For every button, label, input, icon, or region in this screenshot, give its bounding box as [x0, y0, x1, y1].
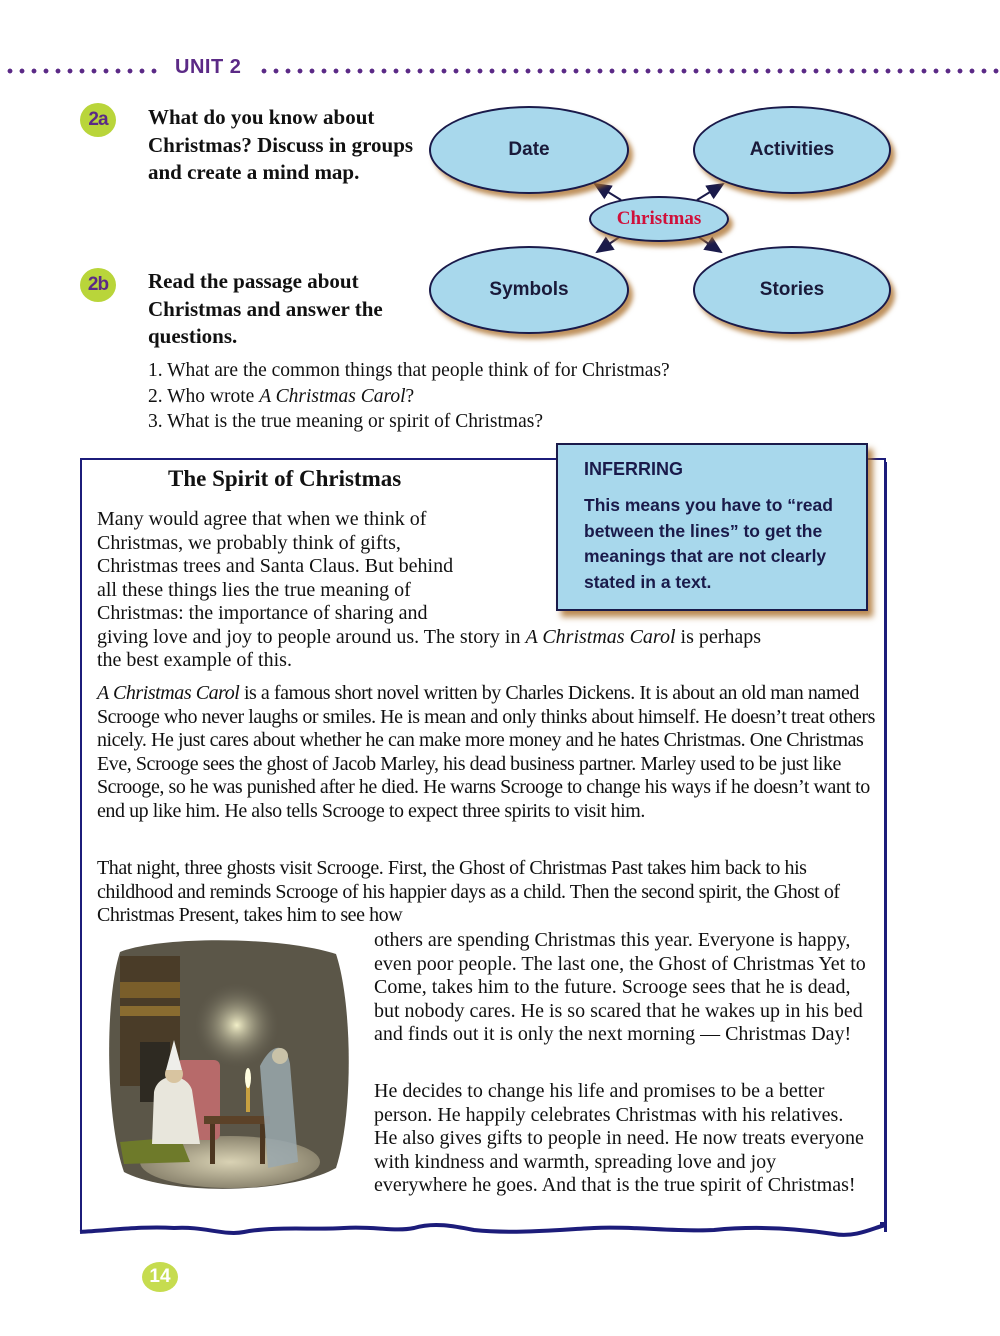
question-item [148, 358, 670, 384]
dotted-rule-left [4, 68, 160, 74]
scrooge-illustration [100, 932, 356, 1200]
question-text: Who wrote [167, 385, 260, 407]
paragraph-4: He decides to change his life and promises to be a better person. He happily celebrates Christmas with his relatives. He also gives gifts to people in need. He now treats everyone with kindness and warmth, spreading love and joy everywhere he goes. And that is the true spirit of Christmas! [374, 1080, 864, 1196]
paragraph-line: Christmas: the importance of sharing and [97, 602, 428, 624]
inferring-tip-box [556, 443, 868, 611]
scrooge-and-ghost-image [100, 932, 356, 1200]
question-number: 1. [148, 360, 163, 381]
inferring-title: INFERRING [584, 459, 683, 479]
paragraph-text: giving love and joy to people around us. The story in [97, 625, 526, 648]
book-title: A Christmas Carol [259, 385, 406, 407]
task-badge-2a: 2a [80, 103, 116, 137]
paragraph-3-continued: others are spending Christmas this year. Everyone is happy, even poor people. The last one, the Ghost of Christmas Yet to Come, takes him to the future. Scrooge sees that he is dead, but nobody cares. He is so scared that he wakes up in his bed and finds out it is only the next morning — Christmas Day! [374, 929, 866, 1045]
mind-map-center-christmas: Christmas [589, 196, 729, 242]
paragraph-text: is perhaps [675, 625, 762, 648]
page-number: 14 [142, 1262, 178, 1292]
paragraph-line: the best example of this. [97, 649, 292, 671]
paragraph-3: That night, three ghosts visit Scrooge. First, the Ghost of Christmas Past takes him back to his childhood and reminds Scrooge of his happier days as a child. Then the second spirit, the Ghost of Christmas Present, takes him to see how [97, 857, 840, 926]
inferring-body: This means you have to “read between the lines” to get the meanings that are not clearly stated in a text. [584, 495, 833, 592]
mind-map-node-stories: Stories [693, 246, 891, 334]
paragraph-line: all these things lies the true meaning of [97, 578, 411, 601]
arrow-to-stories [697, 236, 721, 252]
paragraph-2 [97, 682, 877, 823]
paragraph-text: is a famous short novel written by Charles Dickens. It is about an old man named Scrooge who never laughs or smiles. He is mean and only thinks about himself. He doesn’t treat others nicely. He just cares about whether he can make more money and he hates Christmas. One Christmas Eve, Scrooge sees the ghost of Jacob Marley, his dead business partner. Marley used to be just like Scrooge, so he was punished after he died. He warns Scrooge to change his ways if he doesn’t want to end up like him. He also tells Scrooge to expect three spirits to visit him. [97, 682, 875, 822]
task-2a-instruction: What do you know about Christmas? Discuss in groups and create a mind map. [148, 105, 414, 184]
paragraph-line: Christmas, we probably think of gifts, [97, 531, 401, 554]
question-text: ? [405, 385, 415, 407]
task-badge-2b: 2b [80, 268, 116, 302]
question-list [148, 358, 670, 435]
arrow-to-date [595, 184, 621, 200]
question-number: 3. [148, 411, 163, 432]
question-text: What is the true meaning or spirit of Christmas? [167, 411, 543, 432]
unit-header [0, 56, 1000, 84]
question-number: 2. [148, 385, 163, 407]
passage-title: The Spirit of Christmas [168, 466, 402, 491]
mind-map-node-activities: Activities [693, 106, 891, 194]
dotted-rule-right [258, 68, 1000, 74]
paragraph-line: Many would agree that when we think of [97, 508, 427, 530]
book-title: A Christmas Carol [525, 625, 676, 648]
task-2b-instruction: Read the passage about Christmas and answer the questions. [148, 269, 383, 348]
question-item [148, 384, 670, 410]
unit-title: UNIT 2 [175, 56, 242, 78]
paragraph-line: Christmas trees and Santa Claus. But behind [97, 555, 454, 577]
torn-paper-edge [74, 1222, 894, 1246]
book-title: A Christmas Carol [97, 682, 240, 704]
question-text: What are the common things that people think of for Christmas? [167, 360, 670, 381]
arrow-to-activities [697, 184, 723, 200]
mind-map [425, 100, 905, 340]
mind-map-node-date: Date [429, 106, 629, 194]
question-item [148, 409, 670, 435]
paragraph-line [97, 626, 761, 650]
arrow-to-symbols [597, 236, 621, 252]
passage-frame-shadow [884, 462, 887, 1232]
mind-map-node-symbols: Symbols [429, 246, 629, 334]
